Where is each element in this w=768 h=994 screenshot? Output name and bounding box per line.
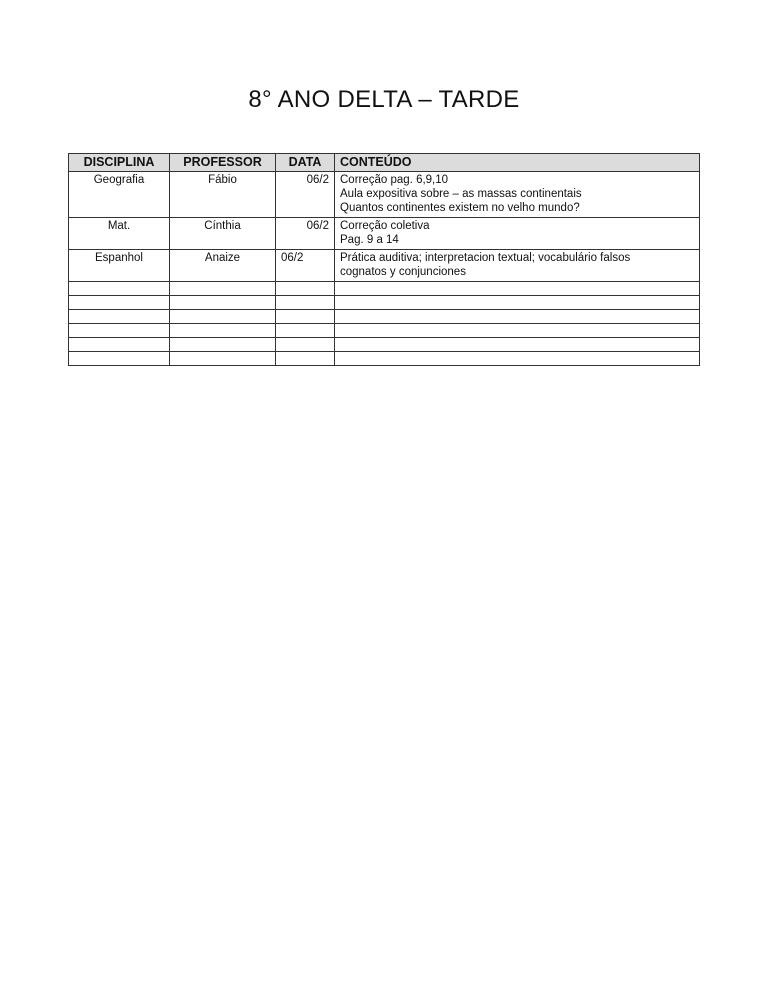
empty-cell xyxy=(276,324,335,338)
empty-cell xyxy=(276,310,335,324)
empty-cell xyxy=(170,338,276,352)
empty-cell xyxy=(335,338,700,352)
table-row xyxy=(69,218,700,250)
empty-cell xyxy=(170,352,276,366)
empty-cell xyxy=(170,310,276,324)
conteudo-line: Quantos continentes existem no velho mundo? xyxy=(340,202,580,214)
cell-professor: Cínthia xyxy=(170,218,276,250)
empty-cell xyxy=(276,338,335,352)
header-professor: PROFESSOR xyxy=(170,154,276,172)
empty-cell xyxy=(335,296,700,310)
cell-professor: Fábio xyxy=(170,172,276,218)
empty-cell xyxy=(69,282,170,296)
cell-disciplina: Mat. xyxy=(69,218,170,250)
conteudo-line: Correção coletiva xyxy=(340,220,430,232)
cell-professor: Anaize xyxy=(170,250,276,282)
empty-cell xyxy=(335,324,700,338)
cell-data: 06/2 xyxy=(276,218,335,250)
table-header-row xyxy=(69,154,700,172)
cell-conteudo xyxy=(335,218,700,250)
page-title: 8° ANO DELTA – TARDE xyxy=(248,86,520,113)
conteudo-line: Prática auditiva; interpretacion textual; vocabulário falsos xyxy=(340,252,631,264)
empty-cell xyxy=(335,282,700,296)
empty-cell xyxy=(335,352,700,366)
empty-cell xyxy=(69,296,170,310)
empty-row xyxy=(69,310,700,324)
cell-data: 06/2 xyxy=(276,172,335,218)
empty-cell xyxy=(69,324,170,338)
cell-disciplina: Geografia xyxy=(69,172,170,218)
empty-row xyxy=(69,338,700,352)
empty-cell xyxy=(276,352,335,366)
conteudo-line: Pag. 9 a 14 xyxy=(340,234,399,246)
empty-cell xyxy=(170,296,276,310)
cell-conteudo xyxy=(335,250,700,282)
schedule-table xyxy=(68,153,700,366)
cell-data: 06/2 xyxy=(276,250,335,282)
empty-cell xyxy=(69,338,170,352)
empty-cell xyxy=(69,352,170,366)
empty-row xyxy=(69,282,700,296)
cell-disciplina: Espanhol xyxy=(69,250,170,282)
empty-row xyxy=(69,296,700,310)
empty-cell xyxy=(69,310,170,324)
conteudo-line: cognatos y conjunciones xyxy=(340,266,466,278)
empty-cell xyxy=(170,282,276,296)
conteudo-line: Aula expositiva sobre – as massas continentais xyxy=(340,188,582,200)
table-row xyxy=(69,172,700,218)
empty-row xyxy=(69,352,700,366)
empty-cell xyxy=(170,324,276,338)
header-data: DATA xyxy=(276,154,335,172)
empty-cell xyxy=(276,296,335,310)
cell-conteudo xyxy=(335,172,700,218)
header-disciplina: DISCIPLINA xyxy=(69,154,170,172)
header-conteudo: CONTEÚDO xyxy=(335,154,700,172)
empty-cell xyxy=(276,282,335,296)
empty-cell xyxy=(335,310,700,324)
table-row xyxy=(69,250,700,282)
conteudo-line: Correção pag. 6,9,10 xyxy=(340,174,449,186)
empty-row xyxy=(69,324,700,338)
